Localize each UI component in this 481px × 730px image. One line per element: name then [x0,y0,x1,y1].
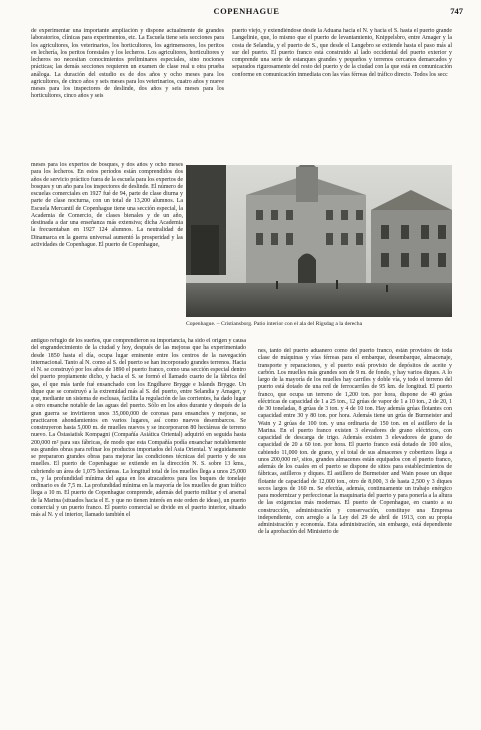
page-header [30,6,463,20]
paragraph: antiguo refugio de los sueños, que comprendieron su importancia, ha sido el origen y causa del engrandecimiento de la ciudad y hoy, después de las mejoras que ha experimentado desde 1850 hasta el día, ocupa lugar eminente entre los centros de la navegación internacional. Tanto al N. como al S. del puerto se han incorporado grandes terrenos. Hacia el N. se construyó por los años de 1890 el puerto franco, como una sección especial dentro del puerto propiamente dicho, y hacia el S. se formó el llamado cuarto de la fábrica del gas, el que más tarde fué ensanchado con los Engdhave Brygge e Islands Brygge. Un dique que se construyó a la extremidad más al S. del puerto, entre Selandia y Amager, y que, mediante un sistema de esclusas, facilita la regulación de las corrientes, ha dado lugar a otro ensanche notable de las aguas del puerto. Sólo en los años durante y después de la gran guerra se invirtieron unos 35,000,000 de coronas para ensanches y mejoras, se practicaron ahondamientos en varios lugares, así como nuevos desembarcos. Se construyeron hasta 5,000 m. de muelles nuevos y se incorporaron 80 hectáreas de terreno nuevo. La Östasiatisk Kompagni (Compañía Asiática Oriental) adquirió en seguida hasta 200,000 m² para sus fábricas, de modo que esta Compañía podía ensanchar notablemente sus grandes obras para refinar los productos importados del Asia Oriental. Y seguidamente se prepararon grandes obras para mejorar las condiciones técnicas del puerto y de sus muelles. El puerto de Copenhague se extiende en la dirección N. S. sobre 13 kms., cubriendo un área de 1,075 hectáreas. La longitud total de los muelles llega a unos 25,000 m., y la profundidad mínima del agua en los atracaderos para los buques de tonelaje ordinario es de 7,5 m. La profundidad mínima en la mayoría de los muelles de gran tráfico llega a 10 m. El puerto de Copenhague comprende, además del puerto militar y el arsenal de la Marina (situados hacia el E. y que no tienen interés en este orden de ideas), un puerto comercial y un puerto franco. El puerto comercial se divide en el puerto interior, situado más al N. y el interior, llamado también el [31,338,246,518]
paragraph: puerto viejo, y extendiéndose desde la Aduana hacia el N. y hacia el S. hasta el puerto grande Langelinie, que, lo mismo que el puerto de levantamiento, Knippelsbro, entre Amager y la costa de Selandia, y el puerto de S., que desde el Langebro se extiende hasta el paso más al sur del puerto. El puerto franco está construido al lado occidental del puerto exterior y comprende una serie de estanques grandes y pequeños y terrenos cercanos demarcados y separados rigurosamente del resto del puerto y de la ciudad con la que está en comunicación conforme en comunicación inmediata con las vías férreas del tráfico directo. Todos los secc [232,28,452,78]
text-column-left-top [31,28,224,162]
photo-figure [186,165,452,339]
photo-caption: Copenhague. – Cristiansborg. Patio interior con el ala del Rigsdag a la derecha [186,321,363,327]
text-column-right-top [232,28,452,162]
page-number: 747 [450,6,463,16]
text-column-left-middle [31,162,183,338]
paragraph: de experimentar una importante ampliación y dispone actualmente de grandes laboratorios, clínicas para experimentos, etc. La Escuela tiene seis secciones para los agricultores, los veterinarios, los horticultores, los agrimensores, los peritos en lechería, los peritos forestales y los lecheros. Los agricultores, horticultores y lecheros no necesitan conocimientos preliminares especiales, sino nociones prácticas; las demás secciones requieren un examen de clase real u otra prueba análoga. La duración del estudio es de dos años y ocho meses para los agricultores, de cinco años y seis meses para los veterinarios, cuatro años y nueve meses para los inspectores de deslinde, dos años y seis meses para los horticultores, cinco años y seis [31,28,224,100]
palace-courtyard-photo [186,165,452,317]
paragraph: meses para los expertos de bosques, y dos años y ocho meses para los lecheros. En estos períodos están comprendidos dos años de servicio práctico fuera de la escuela para los expertos de bosques y un año para los inspectores de deslinde. El número de escuelas comerciales en 1927 fué de 94, parte de clase diurna y parte de clase nocturna, con un total de 13,200 alumnos. La Escuela Mercantil de Copenhague tiene una sección especial, la Academia de Comercio, de clases bienales y de un año, destinada a dar una enseñanza más extensiva; dicha Academia la frecuentaban en 1927 124 alumnos. La neutralidad de Dinamarca en la guerra universal aumentó la prosperidad y las actividades de Copenhague. El puerto de Copenhague, [31,162,183,248]
running-title: COPENHAGUE [213,6,280,16]
paragraph: nes, tanto del puerto aduanero como del puerto franco, están provistos de toda clase de máquinas y vías férreas para el embarque, desembarque, almacenaje, transporte y reparaciones, y el puerto está provisto de depósitos de aceite y carbón. Los muelles más grandes son de 9 m. de fondo, y hay varios diques. A lo largo de la mayoría de los muelles hay carriles y doble vía, y todo el terreno del puerto está dotado de una red de ferrocarriles de 95 km. de longitud. El puerto franco, que ocupa un terreno de 1,200 ton. por hora, dispone de 40 grúas eléctricas de capacidad de 1 a 25 ton., 12 grúas de vapor de 1 a 10 ton., 2 de 20, 1 de 30 toneladas, 8 grúas de 3 ton. y 4 de 10 ton. Hay además grúas flotantes con capacidad entre 30 y 80 ton. por hora. Además tiene un grúa de Burmeister and Wain y 2 grúas de 100 ton. y una ordinaria de 150 ton. en el astillero de la Marina. En el puerto franco existen 3 elevadores de grano eléctricos, con capacidad de descarga de trigo. Además existen 3 elevadores de grano de capacidad de 20 a 60 ton. por hora. El puerto franco está dotado de 100 silos, cabiendo 11,000 ton. de grano, y el total de sus almacenes y cobertizos llega a unos 200,000 m², sitos, grandes almacenes están equipados con el puerto franco, además de los cuales en el puerto se dispone de sitios para establecimientos de fábricas, astilleros y diques. El astillero de Burmeister and Wain posee un dique flotante de capacidad de 12,000 ton., otro de 8,000, 3 de hasta 2,500 y 3 diques secos largos de 160 m. Se efectúa, además, continuamente un trabajo enérgico para modernizar y perfeccionar la maquinaria del puerto y para ponerla a la altura de las exigencias más modernas. El puerto de Copenhague, en cuanto a su construcción, administración y conservación, constituye una Empresa independiente, con arreglo a la Ley del 29 de abril de 1913, con su propia administración y economía. Esta administración, sin embargo, está dependiente de la aprobación del Ministerio de [258,348,452,536]
text-column-left-bottom [31,338,246,720]
text-column-right-bottom [258,348,452,720]
